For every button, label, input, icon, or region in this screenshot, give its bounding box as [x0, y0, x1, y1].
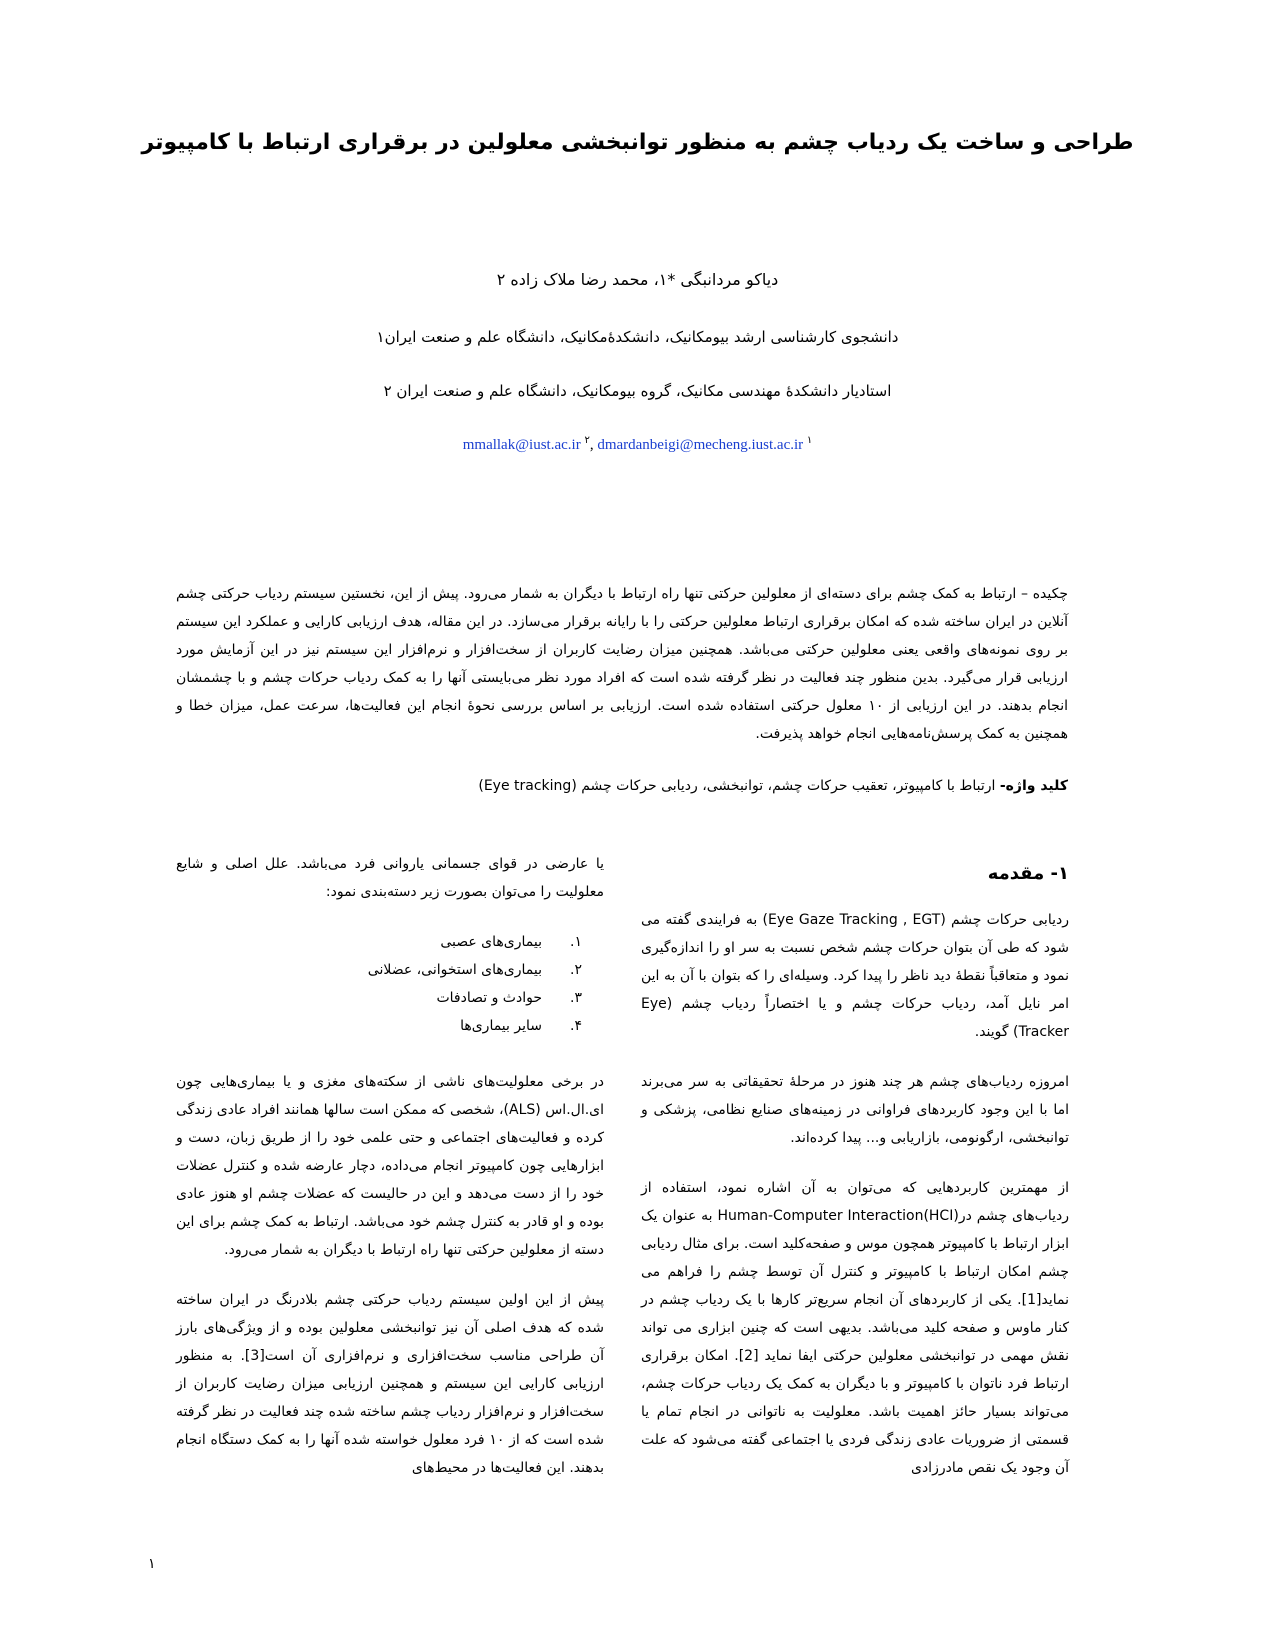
- intro-paragraph-3: از مهمترین کاربردهایی که می‌توان به آن اشاره نمود، استفاده از ردیاب‌های چشم درHuman-Computer Interaction(HCI) به عنوان یک ابزار ارتباط با کامپیوتر همچون موس و صفحه‌کلید است. برای مثال ردیابی چشم امکان ارتباط با کامپیوتر و کنترل آن توسط چشم را فراهم می نماید[1]. یکی از کاربردهای آن انجام سریع‌تر کارها با یک ردیاب چشم در کنار ماوس و صفحه کلید می‌باشد. بدیهی است که چنین ابزاری می تواند نقش مهمی در توانبخشی معلولین حرکتی ایفا نماید [2]. امکان برقراری ارتباط فرد ناتوان با کامپیوتر و با دیگران به کمک یک ردیاب حرکات چشم، می‌تواند بسیار حائز اهمیت باشد. معلولیت به ناتوانی در انجام تمام یا قسمتی از ضروریات عادی زندگی فردی یا اجتماعی گفته می‌شود که علت آن وجود یک نقص مادرزادی: [641, 1180, 1069, 1476]
- intro-paragraph-1: ردیابی حرکات چشم (Eye Gaze Tracking , EGT) به فرایندی گفته می شود که طی آن بتوان حرکات چشم شخص نسبت به سر او را اندازه‌گیری نمود و متعاقباً نقطۀ دید ناظر را پیدا کرد. وسیله‌ای را که بتوان با آن به این امر نایل آمد، ردیاب حرکات چشم و یا اختصاراً ردیاب چشم (Eye Tracker) گویند.: [641, 912, 1069, 1040]
- email-1-mark: ۲: [584, 435, 590, 446]
- list-item: ۴. سایر بیماری‌ها: [460, 1018, 582, 1034]
- email-2-link[interactable]: mmallak@iust.ac.ir: [462, 437, 581, 453]
- author-emails: mmallak@iust.ac.ir $^۲$, dmardanbeigi@mecheng.iust.ac.ir $^۱$: [462, 435, 813, 453]
- list-item: ۱. بیماری‌های عصبی: [440, 934, 582, 950]
- left-column: [176, 850, 604, 1504]
- section-heading-introduction: ۱- مقدمه: [987, 863, 1069, 884]
- left-paragraph-2: در برخی معلولیت‌های ناشی از سکته‌های مغزی و یا بیماری‌هایی چون ای.ال.اس (ALS)، شخصی که ممکن است سالها همانند افراد عادی زندگی کرده و فعالیت‌های اجتماعی و حتی علمی خود را از طریق زبان، دست و ابزارهایی چون کامپیوتر انجام می‌داده، دچار عارضه شده و کنترل عضلات خود را از دست می‌دهد و این در حالیست که عضلات چشم او هنوز عادی بوده و او قادر به کنترل چشم خود می‌باشد. ارتباط به کمک چشم برای این دسته از معلولین حرکتی تنها راه ارتباط با دیگران به شمار می‌رود.: [176, 1074, 605, 1258]
- causes-list: [176, 928, 604, 1040]
- list-item: ۲. بیماری‌های استخوانی، عضلانی: [367, 962, 582, 978]
- affiliation-1: دانشجوی کارشناسی ارشد بیومکانیک، دانشکدۀمکانیک، دانشگاه علم و صنعت ایران۱: [376, 328, 899, 346]
- right-column: [641, 860, 1069, 1504]
- keywords-text: ارتباط با کامپیوتر، تعقیب حرکات چشم، توانبخشی، ردیابی حرکات چشم (Eye tracking): [478, 778, 996, 794]
- keywords: [176, 778, 1068, 794]
- email-2-mark: ۱: [806, 435, 813, 446]
- page-number: ۱: [148, 1556, 156, 1572]
- affiliation-2: استادیار دانشکدۀ مهندسی مکانیک، گروه بیومکانیک، دانشگاه علم و صنعت ایران ۲: [383, 382, 892, 400]
- abstract: چکیده – ارتباط به کمک چشم برای دسته‌ای از معلولین حرکتی تنها راه ارتباط با دیگران به شمار می‌رود. پیش از این، نخستین سیستم ردیاب حرکتی چشم آنلاین در ایران ساخته شده که امکان برقراری ارتباط معلولین حرکتی را با رایانه برقرار می‌سازد. در این مقاله، هدف ارزیابی کارایی و عملکرد این سیستم بر روی نمونه‌های واقعی یعنی معلولین حرکتی می‌باشد. همچنین میزان رضایت کاربران از سخت‌افزار و نرم‌افزار این سیستم نیز در این آزمایش مورد ارزیابی قرار می‌گیرد. بدین منظور چند فعالیت در نظر گرفته شده است که افراد مورد نظر می‌بایستی آنها را به کمک ردیاب حرکات چشم و با چشمشان انجام بدهند. در این ارزیابی از ۱۰ معلول حرکتی استفاده شده است. ارزیابی بر اساس بررسی نحوۀ انجام این فعالیت‌ها، سرعت عمل، میزان خطا و همچنین به کمک پرسش‌نامه‌هایی انجام خواهد پذیرفت.: [176, 586, 1068, 742]
- left-paragraph-1: یا عارضی در قوای جسمانی یاروانی فرد می‌باشد. علل اصلی و شایع معلولیت را می‌توان بصورت زیر دسته‌بندی نمود:: [176, 856, 604, 900]
- paper-title: طراحی و ساخت یک ردیاب چشم به منظور توانبخشی معلولین در برقراری ارتباط با کامپیوتر: [141, 130, 1134, 155]
- keywords-label: کلید واژه-: [999, 778, 1068, 794]
- email-1-link[interactable]: dmardanbeigi@mecheng.iust.ac.ir: [597, 437, 804, 453]
- author-list: دیاکو مردانبگی *۱، محمد رضا ملاک زاده ۲: [496, 270, 779, 289]
- left-paragraph-3: پیش از این اولین سیستم ردیاب حرکتی چشم بلادرنگ در ایران ساخته شده که هدف اصلی آن نیز توانبخشی معلولین بوده و از ویژگی‌های بارز آن طراحی مناسب سخت‌افزاری و نرم‌افزاری آن است[3]. به منظور ارزیابی کارایی این سیستم و همچنین ارزیابی میزان رضایت کاربران از سخت‌افزار و نرم‌افزار ردیاب چشم ساخته شده چند فعالیت در نظر گرفته شده است که از ۱۰ فرد معلول خواسته شده آنها را به کمک دستگاه انجام بدهند. این فعالیت‌ها در محیط‌های: [176, 1292, 605, 1476]
- list-item: ۳. حوادث و تصادفات: [436, 990, 582, 1006]
- intro-paragraph-2: امروزه ردیاب‌های چشم هر چند هنوز در مرحلۀ تحقیقاتی به سر می‌برند اما با این وجود کاربردهای فراوانی در زمینه‌های صنایع نظامی، پزشکی و توانبخشی، ارگونومی، بازاریابی و... پیدا کرده‌اند.: [641, 1074, 1069, 1146]
